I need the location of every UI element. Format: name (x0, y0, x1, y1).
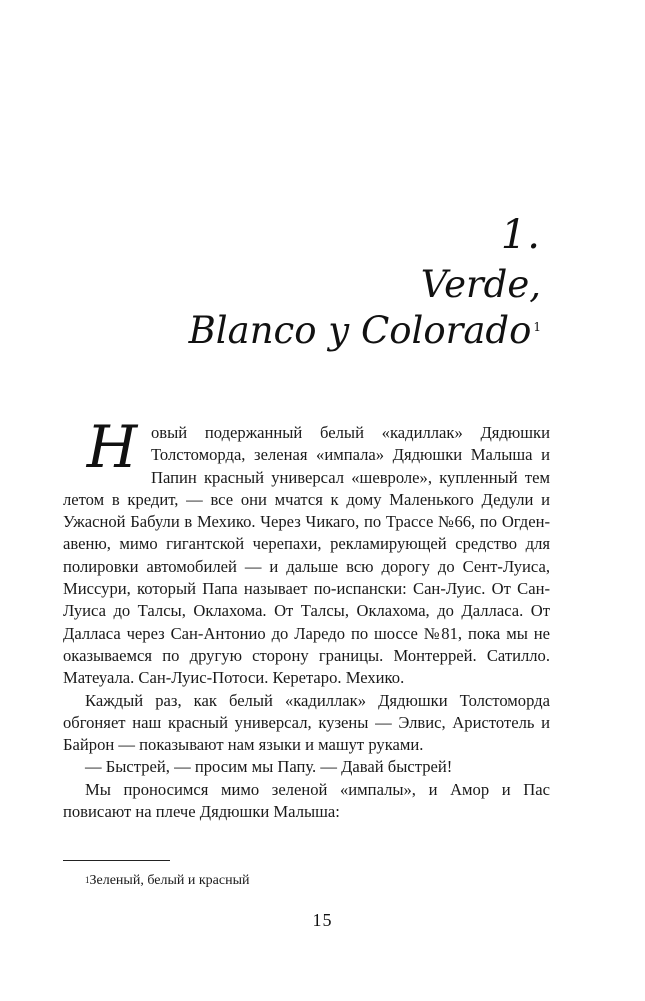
footnote (85, 872, 249, 890)
paragraph-1 (63, 413, 550, 690)
paragraph-1-text: овый подержанный белый «кадиллак» Дядюшки Толстоморда, зеленая «импала» Дядюшки Малыша и Папин красный универсал «шевроле», купленный тем летом в кредит, — все они мчатся к дому Маленького Дедули и Ужасной Бабули в Мехико. Через Чикаго, по Трассе №66, по Огден-авеню, мимо гигантской черепахи, рекламирующей средство для полировки автомобилей — и дальше всю дорогу до Сент-Луиса, Миссури, который Папа называет по-испански: Сан-Луис. От Сан-Луиса до Талсы, Оклахома. От Талсы, Оклахома, до Далласа. От Далласа через Сан-Антонио до Ларедо по шоссе №81, пока мы не оказываемся по другую сторону границы. Монтеррей. Сатилло. Матеуала. Сан-Луис-Потоси. Керетаро. Мехико. (63, 423, 550, 688)
paragraph-2: Каждый раз, как белый «кадиллак» Дядюшки Толстоморда обгоняет наш красный универсал, кузены — Элвис, Аристотель и Байрон — показывают нам языки и машут руками. (63, 690, 550, 755)
chapter-number: 1. (500, 212, 541, 258)
drop-cap: Н (86, 413, 138, 481)
chapter-heading (141, 212, 541, 354)
chapter-title-line-1: Verde, (420, 263, 541, 306)
paragraph-3: — Быстрей, — просим мы Папу. — Давай быстрей! (85, 757, 453, 777)
footnote-mark: 1 (85, 875, 90, 885)
footnote-divider (63, 860, 170, 861)
chapter-title-footnote-mark: 1 (533, 320, 541, 334)
body-text (63, 413, 550, 823)
page-number: 15 (312, 910, 333, 930)
chapter-title-line-2 (141, 308, 541, 354)
paragraph-4: Мы проносимся мимо зеленой «импалы», и Амор и Пас повисают на плече Дядюшки Малыша: (63, 779, 550, 822)
chapter-title-text: Blanco y Colorado (188, 309, 532, 352)
footnote-text: Зеленый, белый и красный (89, 873, 250, 888)
